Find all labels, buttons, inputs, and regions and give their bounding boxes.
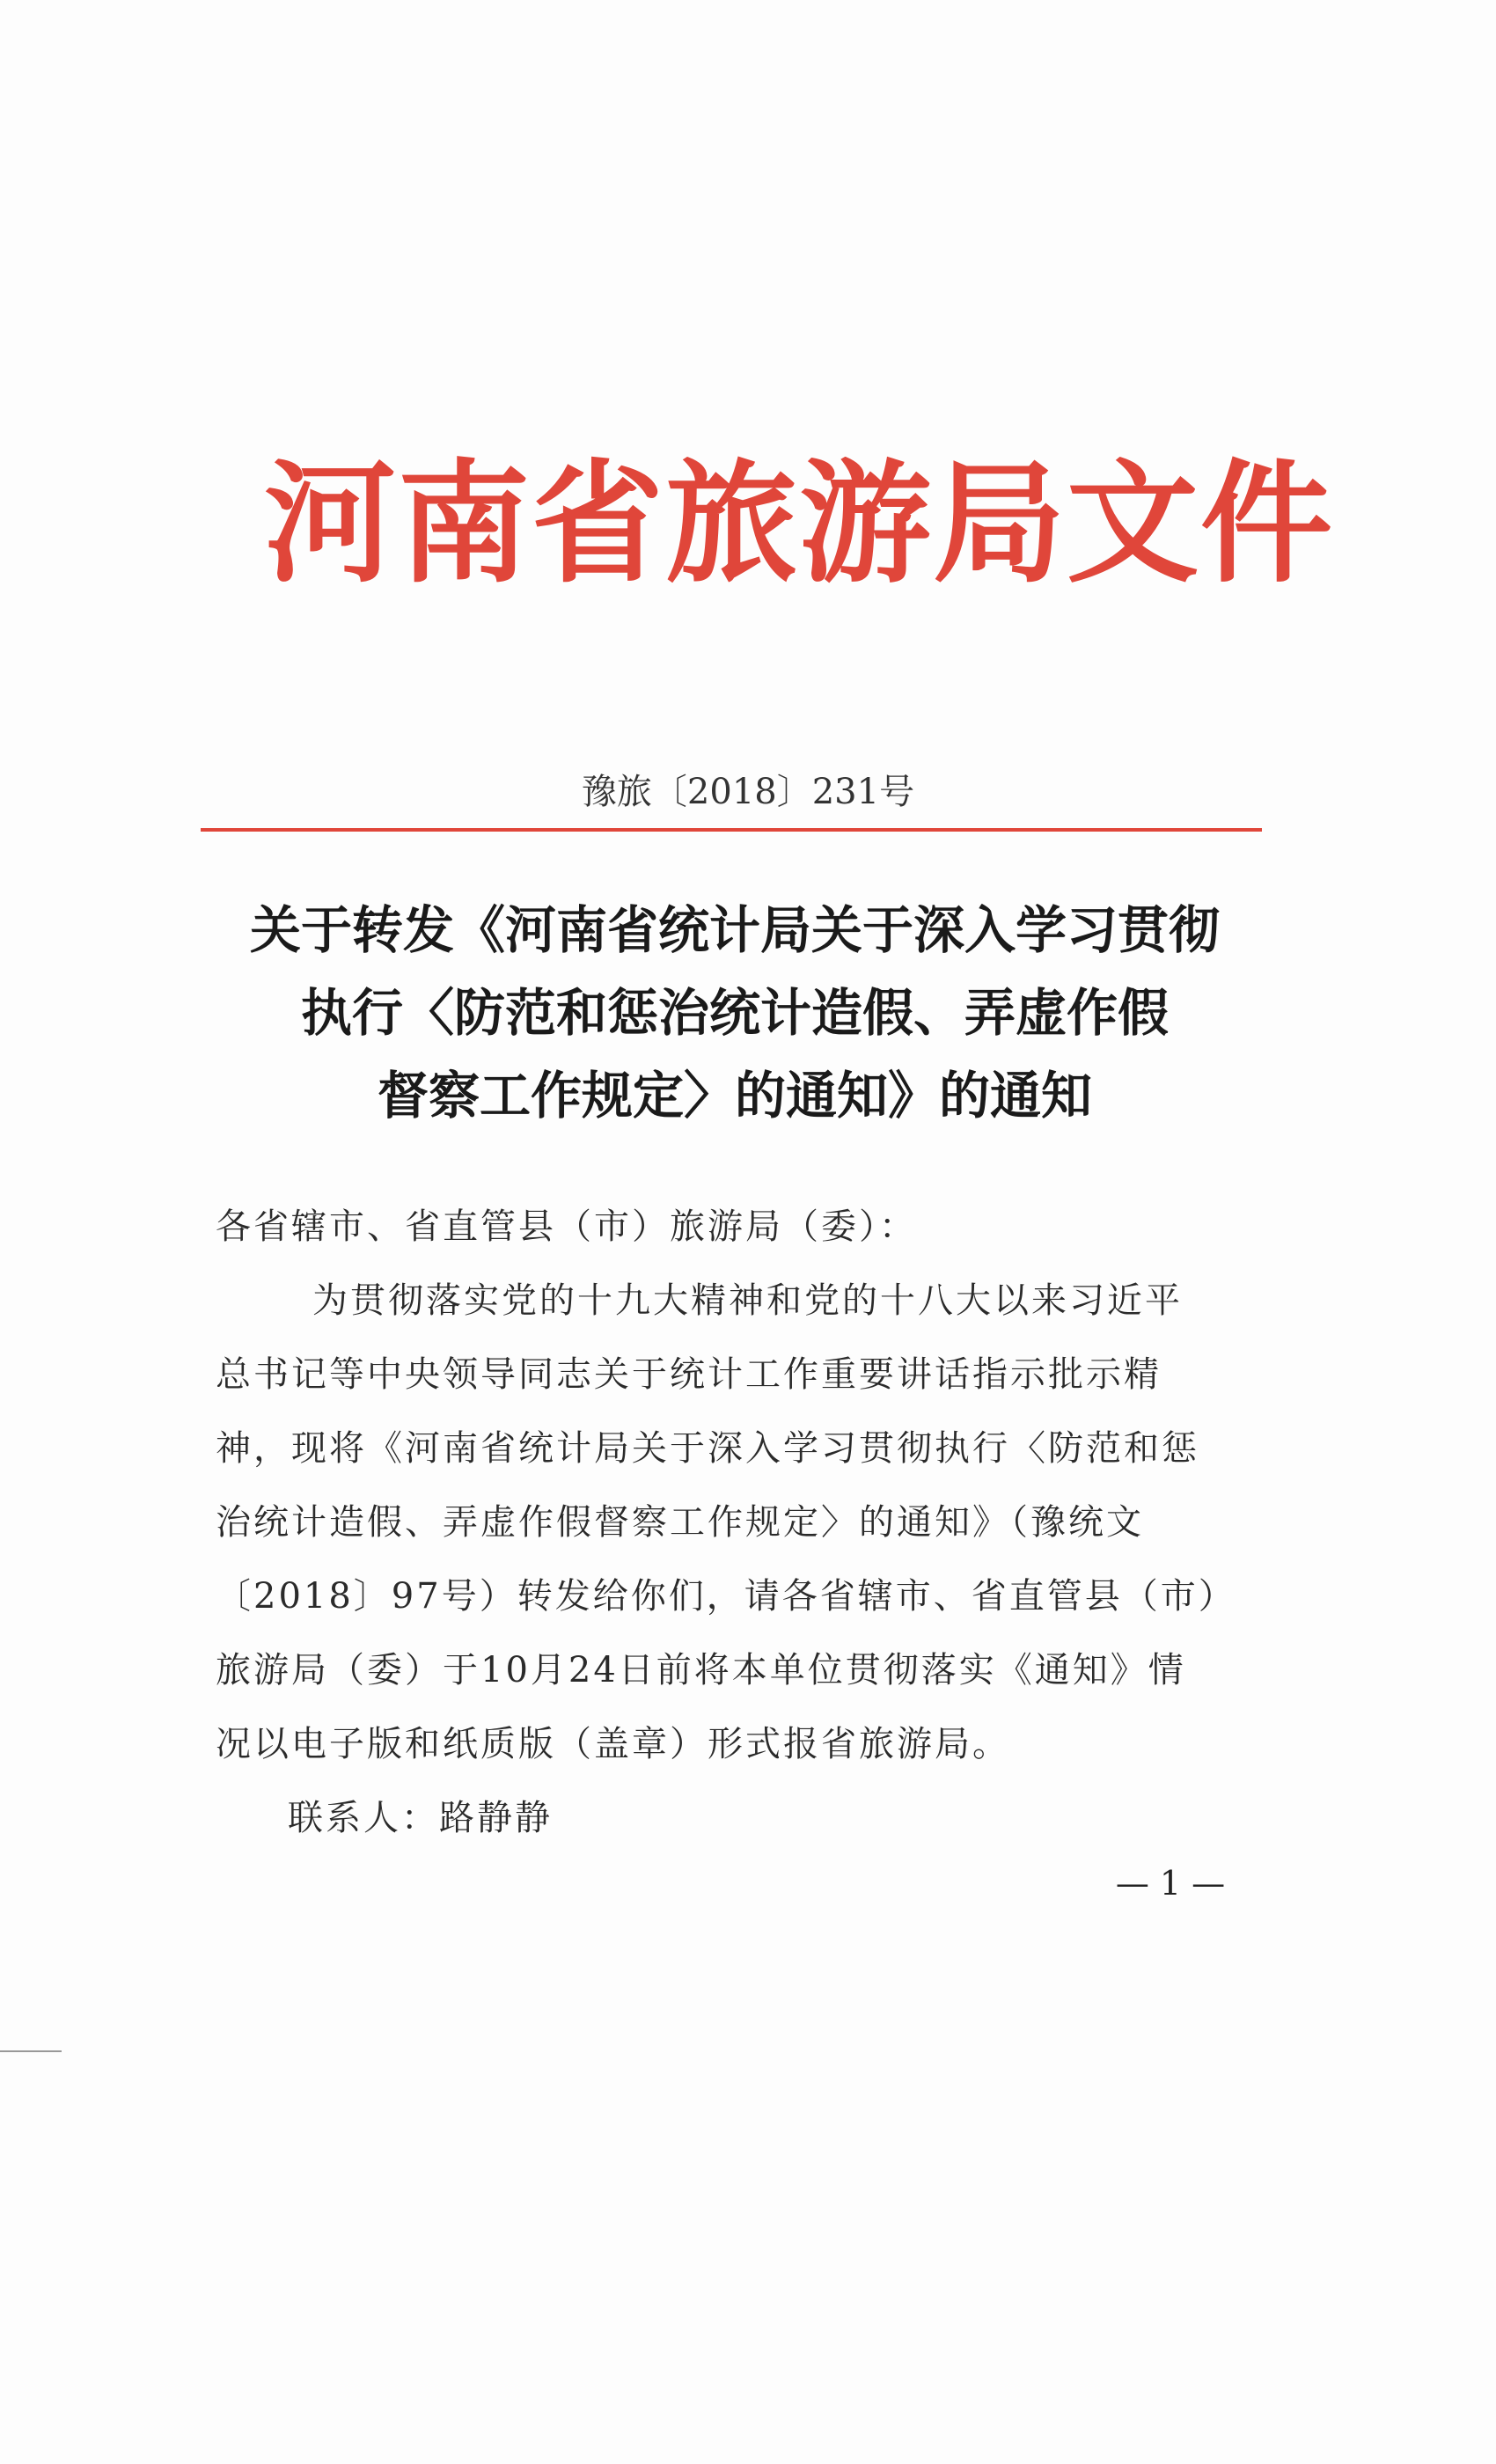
notice-body [216, 1190, 1245, 1855]
scan-edge-mark [0, 2050, 62, 2052]
body-line-1: 为贯彻落实党的十九大精神和党的十八大以来习近平 [312, 1280, 1183, 1321]
notice-title [202, 889, 1267, 1137]
page-number: — 1 — [1115, 1864, 1226, 1903]
body-line-5: 〔2018〕97号）转发给你们，请各省辖市、省直管县（市） [216, 1576, 1236, 1617]
title-line-1: 关于转发《河南省统计局关于深入学习贯彻 [249, 900, 1220, 960]
body-line-7: 况以电子版和纸质版（盖章）形式报省旅游局。 [216, 1724, 1010, 1764]
salutation: 各省辖市、省直管县（市）旅游局（委）： [216, 1206, 917, 1247]
contact-person: 联系人：路静静 [288, 1798, 553, 1838]
document-number: 豫旅〔2018〕231号 [581, 772, 915, 812]
body-line-3: 神，现将《河南省统计局关于深入学习贯彻执行〈防范和惩 [216, 1428, 1199, 1469]
body-line-6: 旅游局（委）于10月24日前将本单位贯彻落实《通知》情 [216, 1650, 1186, 1690]
title-line-2: 执行〈防范和惩治统计造假、弄虚作假 [300, 983, 1169, 1043]
body-line-4: 治统计造假、弄虚作假督察工作规定〉的通知》（豫统文 [216, 1502, 1144, 1543]
masthead-title: 河南省旅游局文件 [264, 446, 1335, 601]
body-line-2: 总书记等中央领导同志关于统计工作重要讲话指示批示精 [216, 1354, 1162, 1395]
red-divider-rule [201, 828, 1262, 832]
title-line-3: 督察工作规定〉的通知》的通知 [377, 1066, 1092, 1126]
